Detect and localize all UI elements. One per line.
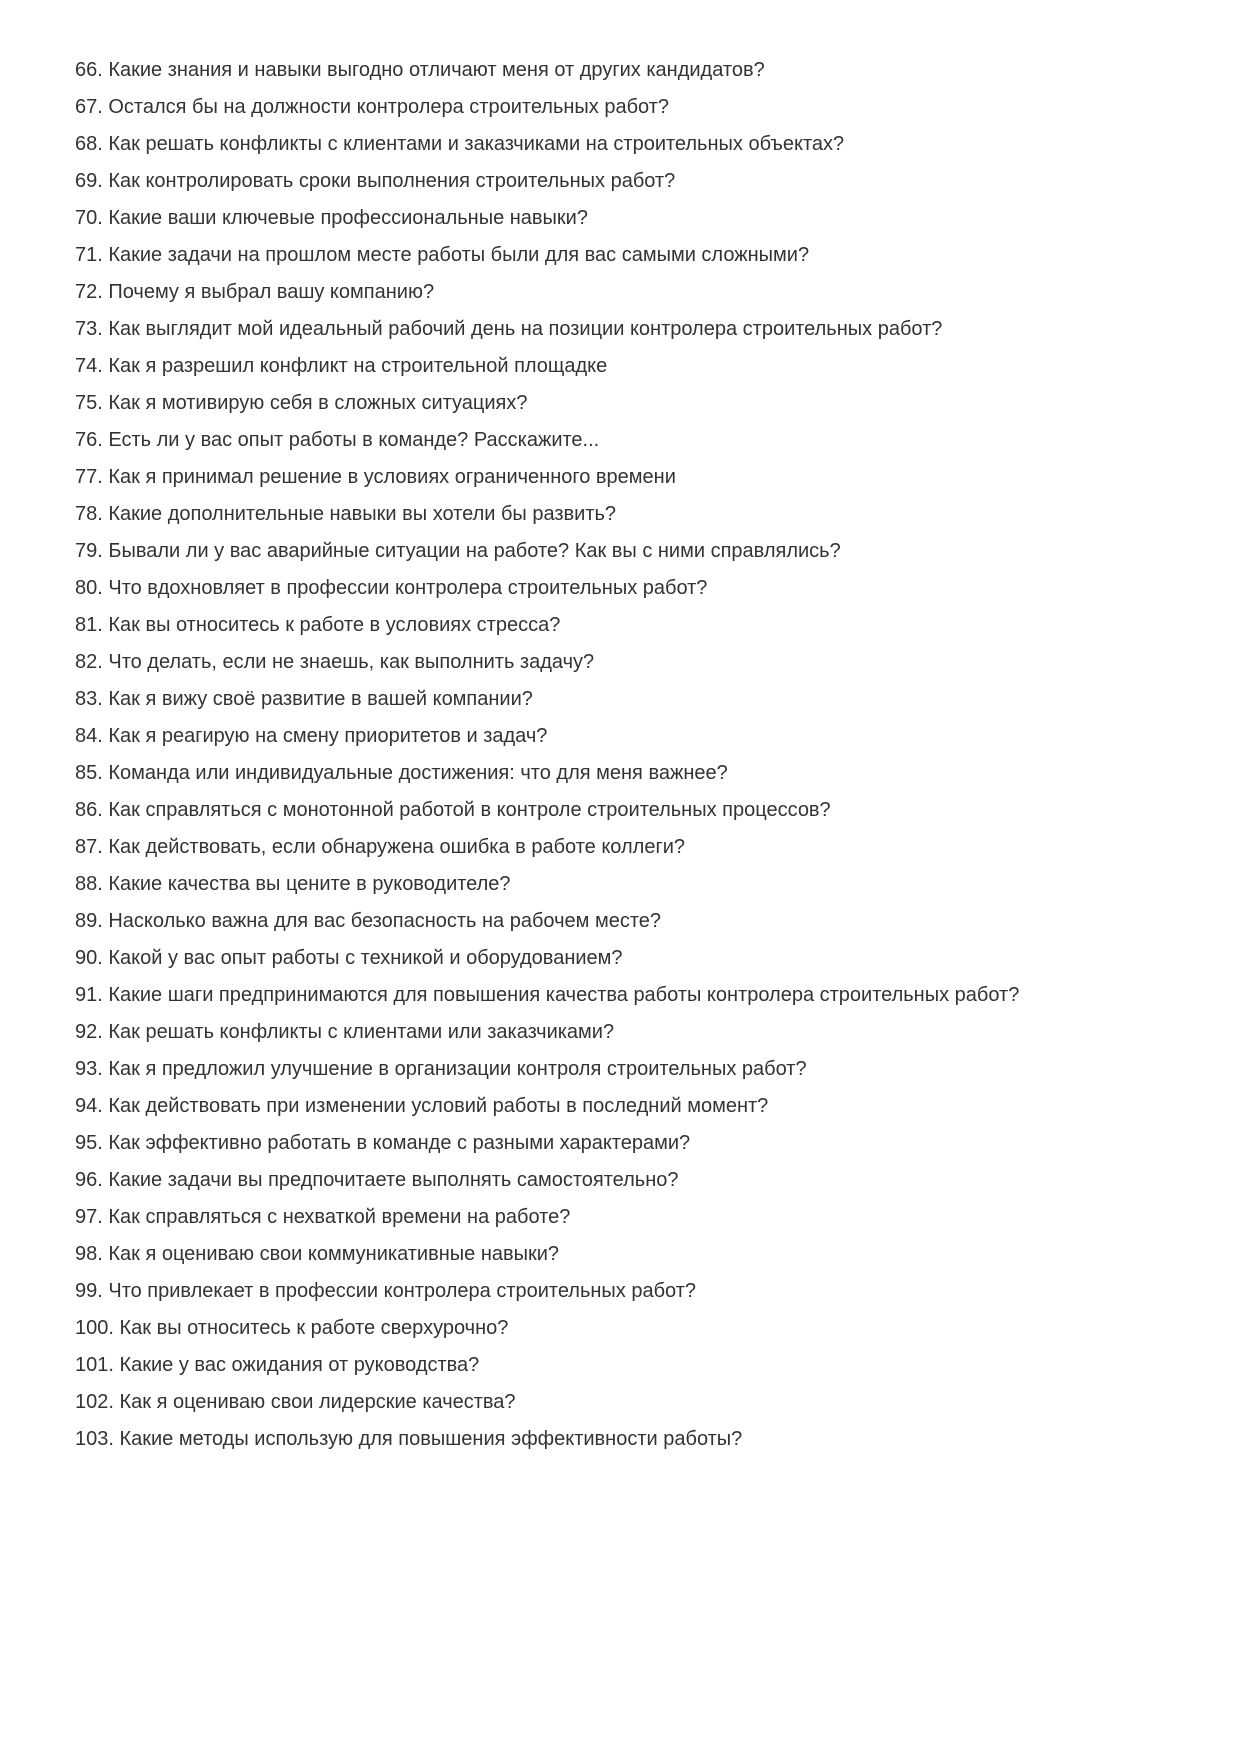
list-item: 82. Что делать, если не знаешь, как выполнить задачу? (75, 651, 595, 673)
list-item: 98. Как я оцениваю свои коммуникативные навыки? (75, 1243, 560, 1265)
list-item: 81. Как вы относитесь к работе в условиях стресса? (75, 614, 561, 636)
list-item: 73. Как выглядит мой идеальный рабочий день на позиции контролера строительных работ? (75, 318, 943, 340)
list-item: 100. Как вы относитесь к работе сверхурочно? (75, 1317, 509, 1339)
list-item: 72. Почему я выбрал вашу компанию? (75, 281, 435, 303)
list-item: 78. Какие дополнительные навыки вы хотели бы развить? (75, 503, 617, 525)
list-item: 95. Как эффективно работать в команде с разными характерами? (75, 1132, 691, 1154)
list-item: 91. Какие шаги предпринимаются для повышения качества работы контролера строительных работ? (75, 984, 1020, 1006)
list-item: 96. Какие задачи вы предпочитаете выполнять самостоятельно? (75, 1169, 679, 1191)
list-item: 103. Какие методы использую для повышения эффективности работы? (75, 1428, 743, 1450)
list-item: 92. Как решать конфликты с клиентами или заказчиками? (75, 1021, 615, 1043)
list-item: 94. Как действовать при изменении условий работы в последний момент? (75, 1095, 769, 1117)
list-item: 93. Как я предложил улучшение в организации контроля строительных работ? (75, 1058, 807, 1080)
list-item: 80. Что вдохновляет в профессии контролера строительных работ? (75, 577, 708, 599)
list-item: 76. Есть ли у вас опыт работы в команде? Расскажите... (75, 429, 600, 451)
list-item: 71. Какие задачи на прошлом месте работы были для вас самыми сложными? (75, 244, 810, 266)
list-item: 101. Какие у вас ожидания от руководства? (75, 1354, 480, 1376)
list-item: 102. Как я оцениваю свои лидерские качества? (75, 1391, 516, 1413)
list-item: 84. Как я реагирую на смену приоритетов и задач? (75, 725, 548, 747)
list-item: 99. Что привлекает в профессии контролера строительных работ? (75, 1280, 697, 1302)
list-item: 97. Как справляться с нехваткой времени на работе? (75, 1206, 571, 1228)
list-item: 77. Как я принимал решение в условиях ограниченного времени (75, 466, 676, 488)
list-item: 67. Остался бы на должности контролера строительных работ? (75, 96, 670, 118)
list-item: 75. Как я мотивирую себя в сложных ситуациях? (75, 392, 528, 414)
list-item: 69. Как контролировать сроки выполнения строительных работ? (75, 170, 676, 192)
list-item: 88. Какие качества вы цените в руководителе? (75, 873, 511, 895)
list-item: 87. Как действовать, если обнаружена ошибка в работе коллеги? (75, 836, 686, 858)
list-item: 79. Бывали ли у вас аварийные ситуации на работе? Как вы с ними справлялись? (75, 540, 841, 562)
list-item: 89. Насколько важна для вас безопасность на рабочем месте? (75, 910, 662, 932)
question-list (75, 52, 1151, 1458)
list-item: 85. Команда или индивидуальные достижения: что для меня важнее? (75, 762, 728, 784)
list-item: 90. Какой у вас опыт работы с техникой и оборудованием? (75, 947, 623, 969)
list-item: 83. Как я вижу своё развитие в вашей компании? (75, 688, 533, 710)
list-item: 74. Как я разрешил конфликт на строительной площадке (75, 355, 608, 377)
list-item: 66. Какие знания и навыки выгодно отличают меня от других кандидатов? (75, 59, 765, 81)
list-item: 68. Как решать конфликты с клиентами и заказчиками на строительных объектах? (75, 133, 845, 155)
list-item: 86. Как справляться с монотонной работой в контроле строительных процессов? (75, 799, 831, 821)
list-item: 70. Какие ваши ключевые профессиональные навыки? (75, 207, 588, 229)
